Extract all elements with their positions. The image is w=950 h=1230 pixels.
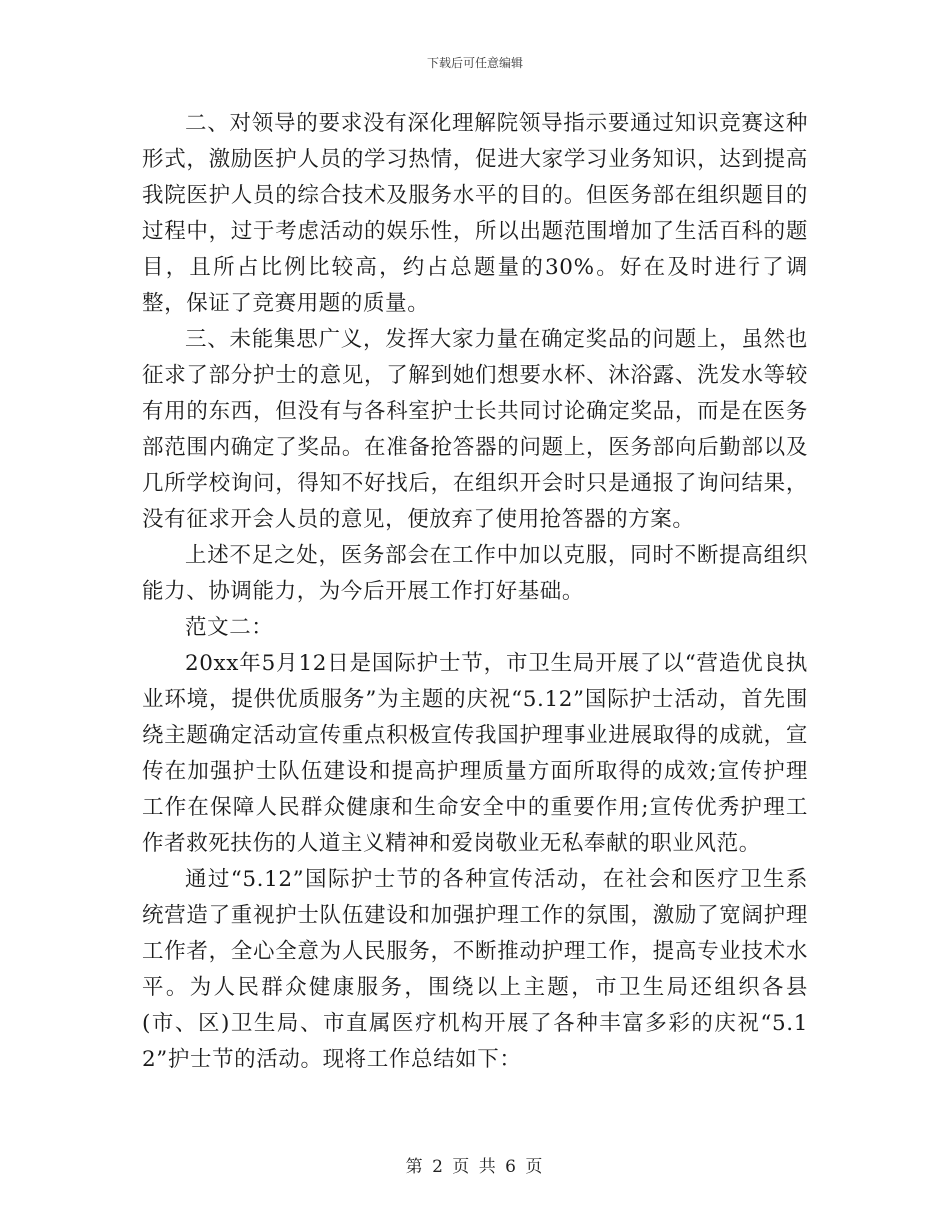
paragraph-conclusion: 上述不足之处，医务部会在工作中加以克服，同时不断提高组织能力、协调能力，为今后开展工作打好基础。 <box>142 543 808 604</box>
section-heading-sample-two: 范文二： <box>185 615 274 640</box>
document-body <box>142 106 808 1078</box>
paragraph-point-three: 三、未能集思广义，发挥大家力量在确定奖品的问题上，虽然也征求了部分护士的意见，了解到她们想要水杯、沐浴露、洗发水等较有用的东西，但没有与各科室护士长共同讨论确定奖品，而是在医务部范围内确定了奖品。在准备抢答器的问题上，医务部向后勤部以及几所学校询问，得知不好找后，在组织开会时只是通报了询问结果，没有征求开会人员的意见，便放弃了使用抢答器的方案。 <box>142 327 808 532</box>
paragraph-nurses-day-intro: 20xx年5月12日是国际护士节，市卫生局开展了以“营造优良执业环境，提供优质服务”为主题的庆祝“5.12”国际护士活动，首先围绕主题确定活动宣传重点积极宣传我国护理事业进展取得的成就，宣传在加强护士队伍建设和提高护理质量方面所取得的成效;宣传护理工作在保障人民群众健康和生命安全中的重要作用;宣传优秀护理工作者救死扶伤的人道主义精神和爱岗敬业无私奉献的职业风范。 <box>142 651 808 856</box>
page-header: 下载后可任意编辑 <box>426 56 523 70</box>
paragraph-nurses-day-activities: 通过“5.12”国际护士节的各种宣传活动，在社会和医疗卫生系统营造了重视护士队伍建设和加强护理工作的氛围，激励了宽阔护理工作者，全心全意为人民服务，不断推动护理工作，提高专业技术水平。为人民群众健康服务，围绕以上主题，市卫生局还组织各县(市、区)卫生局、市直属医疗机构开展了各种丰富多彩的庆祝“5.12”护士节的活动。现将工作总结如下： <box>142 867 808 1072</box>
paragraph-point-two: 二、对领导的要求没有深化理解院领导指示要通过知识竞赛这种形式，激励医护人员的学习热情，促进大家学习业务知识，达到提高我院医护人员的综合技术及服务水平的目的。但医务部在组织题目的过程中，过于考虑活动的娱乐性，所以出题范围增加了生活百科的题目，且所占比例比较高，约占总题量的30%。好在及时进行了调整，保证了竞赛用题的质量。 <box>142 111 808 316</box>
page-number: 第 2 页 共 6 页 <box>405 1157 545 1177</box>
